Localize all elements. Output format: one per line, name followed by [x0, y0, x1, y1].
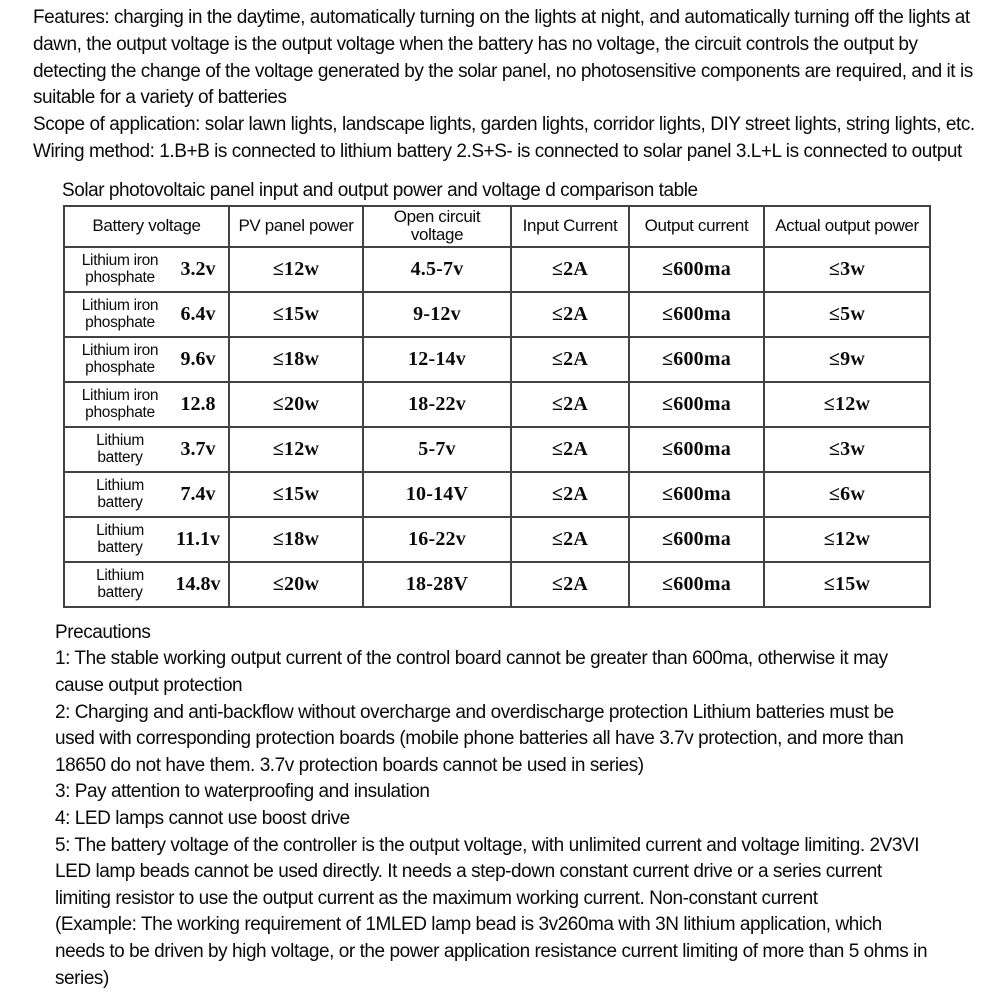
header-output-current: Output current — [629, 206, 764, 247]
actual-output-power-cell: ≤3w — [764, 247, 930, 292]
output-current-cell: ≤600ma — [629, 517, 764, 562]
battery-voltage-value: 11.1v — [176, 527, 220, 550]
input-current-cell: ≤2A — [511, 382, 629, 427]
pv-panel-power-cell: ≤18w — [229, 337, 363, 382]
open-circuit-voltage-cell: 18-28V — [363, 562, 511, 607]
output-current-cell: ≤600ma — [629, 427, 764, 472]
precaution-item-3: 3: Pay attention to waterproofing and insulation — [55, 781, 430, 803]
output-current-cell: ≤600ma — [629, 382, 764, 427]
spec-table — [63, 205, 931, 608]
battery-voltage-value: 6.4v — [180, 302, 216, 325]
actual-output-power-cell: ≤3w — [764, 427, 930, 472]
input-current-cell: ≤2A — [511, 292, 629, 337]
battery-voltage-value: 3.7v — [180, 437, 216, 460]
intro-section — [0, 0, 988, 166]
pv-panel-power-cell: ≤20w — [229, 562, 363, 607]
output-current-cell: ≤600ma — [629, 472, 764, 517]
open-circuit-voltage-cell: 18-22v — [363, 382, 511, 427]
battery-type-label: Lithium battery — [96, 477, 144, 512]
battery-type-label: Lithium iron phosphate — [81, 387, 159, 422]
features-paragraph: Features: charging in the daytime, automatically turning on the lights at night, and automatically turning off the lights at dawn, the output voltage is the output voltage when the battery has no voltage, the circuit controls the output by detecting the change of the voltage generated by the solar panel, no photosensitive components are required, and it is suitable for a variety of batteries — [33, 7, 973, 109]
battery-type-cell — [64, 292, 229, 337]
header-open-circuit-voltage: Open circuit voltage — [363, 206, 511, 247]
precaution-item-5: 5: The battery voltage of the controller is the output voltage, with unlimited current and voltage limiting. 2V3VI LED lamp beads cannot be used directly. It needs a step-down constant current drive or a series current limiting resistor to use the output current as the maximum working current. Non-constant current — [55, 834, 920, 909]
table-row — [64, 472, 930, 517]
precaution-item-1: 1: The stable working output current of the control board cannot be greater than 600ma, otherwise it may cause output protection — [55, 648, 888, 696]
precaution-item-2: 2: Charging and anti-backflow without overcharge and overdischarge protection Lithium batteries must be used with corresponding protection boards (mobile phone batteries all have 3.7v protection, and more than 18650 do not have them. 3.7v protection boards cannot be used in series) — [55, 701, 904, 776]
actual-output-power-cell: ≤15w — [764, 562, 930, 607]
output-current-cell: ≤600ma — [629, 562, 764, 607]
input-current-cell: ≤2A — [511, 517, 629, 562]
battery-type-cell — [64, 517, 229, 562]
pv-panel-power-cell: ≤20w — [229, 382, 363, 427]
table-row — [64, 427, 930, 472]
input-current-cell: ≤2A — [511, 247, 629, 292]
battery-type-cell — [64, 337, 229, 382]
table-row — [64, 292, 930, 337]
input-current-cell: ≤2A — [511, 337, 629, 382]
battery-type-label: Lithium iron phosphate — [81, 297, 159, 332]
precautions-section — [55, 620, 930, 992]
open-circuit-voltage-cell: 16-22v — [363, 517, 511, 562]
open-circuit-voltage-cell: 5-7v — [363, 427, 511, 472]
battery-type-cell — [64, 472, 229, 517]
actual-output-power-cell: ≤6w — [764, 472, 930, 517]
output-current-cell: ≤600ma — [629, 337, 764, 382]
scope-paragraph: Scope of application: solar lawn lights, landscape lights, garden lights, corridor lights, DIY street lights, string lights, etc. — [33, 114, 975, 136]
battery-type-cell — [64, 247, 229, 292]
battery-voltage-value: 12.8 — [180, 392, 216, 415]
wiring-paragraph: Wiring method: 1.B+B is connected to lithium battery 2.S+S- is connected to solar panel 3.L+L is connected to output — [33, 140, 962, 162]
pv-panel-power-cell: ≤15w — [229, 292, 363, 337]
open-circuit-voltage-cell: 10-14V — [363, 472, 511, 517]
input-current-cell: ≤2A — [511, 562, 629, 607]
actual-output-power-cell: ≤12w — [764, 517, 930, 562]
table-row — [64, 382, 930, 427]
battery-voltage-value: 14.8v — [175, 572, 221, 595]
output-current-cell: ≤600ma — [629, 292, 764, 337]
table-title: Solar photovoltaic panel input and output power and voltage d comparison table — [62, 179, 698, 201]
open-circuit-voltage-cell: 4.5-7v — [363, 247, 511, 292]
header-actual-output-power: Actual output power — [764, 206, 930, 247]
battery-type-label: Lithium battery — [96, 432, 144, 467]
table-header-row — [64, 206, 930, 247]
open-circuit-voltage-cell: 12-14v — [363, 337, 511, 382]
battery-type-label: Lithium iron phosphate — [81, 252, 159, 287]
table-row — [64, 247, 930, 292]
precautions-heading: Precautions — [55, 621, 151, 643]
actual-output-power-cell: ≤9w — [764, 337, 930, 382]
pv-panel-power-cell: ≤12w — [229, 427, 363, 472]
header-input-current: Input Current — [511, 206, 629, 247]
precaution-item-4: 4: LED lamps cannot use boost drive — [55, 807, 350, 829]
actual-output-power-cell: ≤5w — [764, 292, 930, 337]
battery-type-label: Lithium battery — [96, 567, 144, 602]
header-pv-panel-power: PV panel power — [229, 206, 363, 247]
pv-panel-power-cell: ≤12w — [229, 247, 363, 292]
output-current-cell: ≤600ma — [629, 247, 764, 292]
pv-panel-power-cell: ≤18w — [229, 517, 363, 562]
table-body — [64, 247, 930, 607]
input-current-cell: ≤2A — [511, 427, 629, 472]
open-circuit-voltage-cell: 9-12v — [363, 292, 511, 337]
header-battery-voltage: Battery voltage — [64, 206, 229, 247]
battery-type-cell — [64, 562, 229, 607]
battery-voltage-value: 3.2v — [180, 257, 216, 280]
table-row — [64, 517, 930, 562]
actual-output-power-cell: ≤12w — [764, 382, 930, 427]
precaution-example: (Example: The working requirement of 1MLED lamp bead is 3v260ma with 3N lithium application, which needs to be driven by high voltage, or the power application resistance current limiting of more than 5 ohms in series) — [55, 914, 928, 989]
battery-voltage-value: 7.4v — [180, 482, 216, 505]
battery-type-label: Lithium battery — [96, 522, 144, 557]
input-current-cell: ≤2A — [511, 472, 629, 517]
battery-type-label: Lithium iron phosphate — [81, 342, 159, 377]
table-row — [64, 562, 930, 607]
pv-panel-power-cell: ≤15w — [229, 472, 363, 517]
battery-voltage-value: 9.6v — [180, 347, 216, 370]
table-row — [64, 337, 930, 382]
battery-type-cell — [64, 382, 229, 427]
battery-type-cell — [64, 427, 229, 472]
